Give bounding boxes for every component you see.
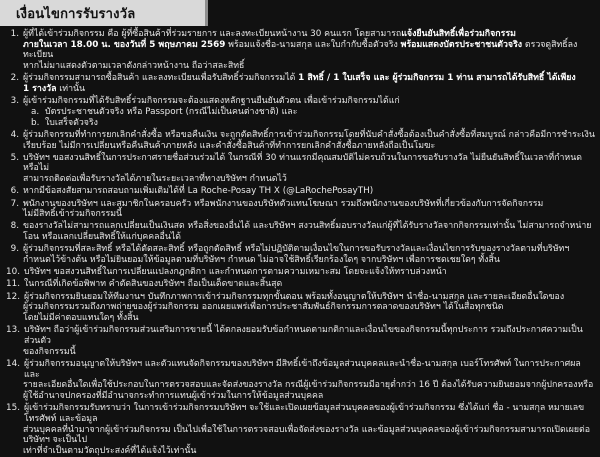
term-text [23, 61, 596, 72]
term-number [6, 84, 23, 95]
term-number: 7. [10, 198, 19, 209]
term-text [23, 425, 596, 446]
term-text-segment: กำหนดไว้ข้างต้น หรือไม่ยินยอมให้ข้อมูลตามที่บริษัทฯ กำหนด ไม่อาจใช้สิทธิ์เรียกร้องใดๆ จากบริษัทฯ เพื่อการชดเชยใดๆ ทั้งสิ้น [23, 255, 500, 266]
term-text [23, 130, 596, 141]
term-number [6, 232, 23, 243]
term-item [6, 199, 596, 210]
term-text [23, 40, 596, 61]
term-number [6, 302, 23, 313]
term-text [23, 221, 596, 232]
term-text-segment: ผู้ร่วมกิจกรรมรวมถึงภาพถ่ายของผู้ร่วมกิจกรรม ออกเผยแพร่เพื่อการประชาสัมพันธ์กิจกรรมการตลาดของบริษัทฯ ได้ในสื่อทุกชนิด [23, 302, 504, 313]
term-text-segment: ไม่มีสิทธิ์เข้าร่วมกิจกรรมนี้ [23, 209, 123, 220]
term-item-continuation [6, 391, 596, 402]
term-text-emphasis: 1 รางวัล [23, 84, 57, 95]
term-text-segment: หากไม่มาแสดงตัวตามเวลาดังกล่าวหน้างาน ถือว่าสละสิทธิ์ [23, 61, 245, 72]
term-number [6, 174, 23, 185]
term-item [6, 325, 596, 346]
term-item-continuation [6, 313, 596, 324]
term-text [24, 292, 596, 303]
term-text [23, 153, 596, 174]
term-text [23, 174, 596, 185]
term-text-segment: ผู้ร่วมกิจกรรมที่สละสิทธิ์ หรือได้ตัดสละสิทธิ์ หรือถูกตัดสิทธิ์ หรือไม่ปฏิบัติตามเงื่อนไขในการขอรับรางวัลและเงื่อนไขการรับของรางวัลตามที่บริษัทฯ [23, 244, 570, 255]
term-item [6, 267, 596, 278]
term-item [6, 279, 596, 290]
term-text-segment: บริษัทฯ ถือว่าผู้เข้าร่วมกิจกรรมส่วนเสริมการขายนี้ ได้ตกลงยอมรับข้อกำหนดตามกติกาและเงื่อนไขของกิจกรรมนี้ทุกประการ รวมถึงประกาศความเป็นส่วนตัว [24, 325, 583, 346]
term-item-continuation [6, 232, 596, 243]
term-item [6, 130, 596, 141]
term-number: 13. [6, 325, 20, 336]
subitem-letter: b. [31, 117, 40, 128]
term-text [24, 359, 596, 380]
term-number [6, 425, 23, 446]
term-text-segment: สามารถติดต่อเพื่อรับรางวัลได้ภายในระยะเวลาที่ทางบริษัทฯ กำหนดไว้ [23, 174, 287, 185]
term-item [6, 29, 596, 40]
term-text [23, 255, 596, 266]
term-number [6, 255, 23, 266]
term-text [23, 84, 596, 95]
term-number: 2. [10, 73, 19, 84]
term-item-continuation [6, 141, 596, 152]
term-subitem [6, 118, 596, 129]
subitem-text: บัตรประชาชนตัวจริง หรือ Passport (กรณีไม่เป็นคนต่างชาติ) และ [45, 106, 298, 117]
term-text [23, 199, 596, 210]
term-text [23, 380, 596, 391]
term-number [6, 313, 23, 324]
term-item [6, 244, 596, 255]
subitem-text: ใบเสร็จตัวจริง [45, 117, 98, 128]
term-item [6, 73, 596, 84]
term-text-segment: รายละเอียดอื่นใดเพื่อใช้ประกอบในการตรวจสอบและจัดส่งของรางวัล กรณีผู้เข้าร่วมกิจกรรมมีอายุต่ำกว่า 16 ปี ต้องได้รับความยินยอมจากผู้ปกครองหรือ [23, 380, 594, 391]
term-number: 14. [6, 358, 20, 369]
term-item-continuation [6, 40, 596, 61]
term-text [23, 347, 596, 358]
term-item-continuation [6, 302, 596, 313]
term-text [24, 403, 596, 424]
term-number [6, 40, 23, 61]
term-number: 6. [10, 186, 19, 197]
term-item-continuation [6, 425, 596, 446]
term-text [23, 244, 596, 255]
term-item-continuation [6, 84, 596, 95]
term-number [6, 141, 23, 152]
term-text-segment: เท่าที่จำเป็นตามวัตถุประสงค์ที่ได้แจ้งไว้เท่านั้น [23, 446, 197, 457]
term-number [6, 391, 23, 402]
term-number: 4. [10, 129, 19, 140]
term-text-segment: โดยไม่มีค่าตอบแทนใดๆ ทั้งสิ้น [23, 313, 139, 324]
term-text-segment: ผู้ร่วมกิจกรรมยินยอมให้ทีมงานฯ บันทึกภาพการเข้าร่วมกิจกรรมทุกขั้นตอน พร้อมทั้งอนุญาตให้บริษัทฯ นำชื่อ-นามสกุล และรายละเอียดอื่นใดของ [24, 291, 565, 302]
term-number: 10. [6, 267, 20, 278]
term-text [23, 302, 596, 313]
term-number: 12. [6, 291, 20, 302]
term-text-segment: ผู้ร่วมกิจกรรมที่ทำการยกเลิกคำสั่งซื้อ หรือขอคืนเงิน จะถูกตัดสิทธิ์การเข้าร่วมกิจกรรมโดยที่นับคำสั่งซื้อต้องเป็นคำสั่งซื้อที่สมบูรณ์ กล่าวคือมีการชำระเงิน [23, 129, 595, 140]
term-text-segment: ในกรณีที่เกิดข้อพิพาท คำตัดสินของบริษัทฯ ถือเป็นเด็ดขาดและสิ้นสุด [24, 279, 283, 290]
term-item-continuation [6, 446, 596, 457]
term-number: 1. [10, 29, 19, 39]
terms-list [6, 29, 596, 457]
term-text [23, 391, 596, 402]
term-number: 11. [6, 279, 20, 290]
term-text [24, 325, 596, 346]
term-item [6, 153, 596, 174]
term-item [6, 186, 596, 197]
term-item [6, 96, 596, 107]
subitem-letter: a. [31, 106, 40, 117]
term-text [23, 209, 596, 220]
term-text-emphasis: 1 สิทธิ์ / 1 ใบเสร็จ และ ผู้ร่วมกิจกรรม 1 ท่าน สามารถได้รับสิทธิ์ ได้เพียง [298, 73, 576, 84]
term-text-segment: ของกิจกรรมนี้ [23, 346, 76, 357]
term-item-continuation [6, 61, 596, 72]
term-text-segment: เท่านั้น [56, 84, 86, 95]
term-text-emphasis: ภายในเวลา 18.00 น. ของวันที่ 5 พฤษภาคม 2569 [23, 39, 226, 50]
term-number: 8. [10, 221, 19, 232]
term-item-continuation [6, 255, 596, 266]
term-text [23, 141, 596, 152]
term-text-segment: ผู้ร่วมกิจกรรมสามารถซื้อสินค้า และลงทะเบียนเพื่อรับสิทธิ์ร่วมกิจกรรมได้ [23, 73, 299, 84]
term-text [23, 73, 596, 84]
term-number [6, 209, 23, 220]
term-text [23, 446, 596, 457]
term-number: 15. [6, 403, 20, 414]
term-text-segment: หากมีข้อสงสัยสามารถสอบถามเพิ่มเติมได้ที่ La Roche-Posay TH X (@LaRochePosayTH) [23, 186, 374, 197]
term-text-segment: ตรวจดูสิทธิ์ลงทะเบียน [23, 39, 578, 61]
term-item-continuation [6, 209, 596, 220]
term-text-segment: ผู้เข้าร่วมกิจกรรมที่ได้รับสิทธิ์ร่วมกิจกรรมจะต้องแสดงหลักฐานยืนยันตัวตน เพื่อเข้าร่วมกิจกรรมได้แก่ [23, 96, 400, 107]
term-text-segment: โอน หรือแลกเปลี่ยนสิทธิ์ให้แก่บุคคลอื่นได้ [23, 232, 181, 243]
term-number [6, 380, 23, 391]
term-text [23, 186, 596, 197]
term-text-segment: พนักงานของบริษัทฯ และสมาชิกในครอบครัว หรือพนักงานของบริษัทตัวแทนโฆษณา รวมถึงพนักงานของบริษัทที่เกี่ยวข้องกับการจัดกิจกรรม [23, 198, 544, 209]
term-item-continuation [6, 174, 596, 185]
term-text-emphasis: พร้อมแสดงบัตรประชาชนตัวจริง [400, 39, 523, 50]
term-text-segment: ผู้ใช้อำนาจปกครองที่มีอำนาจกระทำการแทนผู้เข้าร่วมในการให้ข้อมูลส่วนบุคคล [23, 391, 324, 401]
term-text [24, 267, 596, 278]
term-item [6, 292, 596, 303]
page-title: เงื่อนไขการรับรางวัล [16, 6, 136, 22]
term-text-segment: พร้อมแจ้งชื่อ-นามสกุล และใบกำกับซื้อตัวจริง [225, 39, 401, 50]
term-number: 3. [10, 96, 19, 107]
term-text [23, 232, 596, 243]
term-text-emphasis: แจ้งยืนยันสิทธิ์เพื่อร่วมกิจกรรม [401, 29, 516, 39]
term-text-segment: บริษัทฯ ขอสงวนสิทธิ์ในการเปลี่ยนแปลงกฎกติกา และกำหนดการตามความเหมาะสม โดยจะแจ้งให้ทราบล่วงหน้า [24, 267, 447, 278]
term-text [24, 279, 596, 290]
term-number [6, 347, 23, 358]
term-text [23, 29, 596, 40]
term-number [6, 61, 23, 72]
term-item [6, 359, 596, 380]
term-text-segment: เรียบร้อย ไม่มีการเปลี่ยนหรือคืนสินค้าภายหลัง และคำสั่งซื้อสินค้าที่ทำการยกเลิกคำสั่งซื้อภายหลังถือเป็นโมฆะ [23, 140, 436, 151]
term-item [6, 221, 596, 232]
term-text-segment: ผู้เข้าร่วมกิจกรรมรับทราบว่า ในการเข้าร่วมกิจกรรมบริษัทฯ จะใช้และเปิดเผยข้อมูลส่วนบุคคลของผู้เข้าร่วมกิจกรรม ซึ่งได้แก่ ชื่อ - นามสกุล หมายเลขโทรศัพท์ และข้อมูล [24, 403, 585, 424]
term-text-segment: ผู้ที่ได้เข้าร่วมกิจกรรม คือ ผู้ที่ซื้อสินค้าที่ร่วมรายการ และลงทะเบียนหน้างาน 30 คนแรก โดยสามารถ [23, 29, 402, 39]
term-number [6, 446, 23, 457]
term-text-segment: บริษัทฯ ขอสงวนสิทธิ์ในการประกาศรายชื่อส่วนร่วมได้ ในกรณีที่ 30 ท่านแรกมีคุณสมบัติไม่ครบถ้วนในการขอรับรางวัล ไม่ยืนยันสิทธิ์ในเวลาที่กำหนด หรือไม่ [23, 152, 582, 174]
term-item-continuation [6, 380, 596, 391]
term-text-segment: ส่วนบุคคลที่นำมาจากผู้เข้าร่วมกิจกรรม เป็นไปเพื่อใช้ในการตรวจสอบเพื่อจัดส่งของรางวัล และข้อมูลส่วนบุคคลของผู้เข้าร่วมกิจกรรมสามารถเปิดเผยต่อบริษัทฯ จะเป็นไป [23, 424, 591, 446]
term-item [6, 403, 596, 424]
term-text [23, 313, 596, 324]
term-text [23, 96, 596, 107]
term-item-continuation [6, 347, 596, 358]
title-banner [0, 0, 208, 26]
term-text-segment: ของรางวัลไม่สามารถแลกเปลี่ยนเป็นเงินสด หรือสิ่งของอื่นได้ และบริษัทฯ สงวนสิทธิ์มอบรางวัลแก่ผู้ที่ได้รับรางวัลจากกิจกรรมเท่านั้น ไม่สามารถจำหน่าย [23, 221, 592, 232]
term-number: 9. [10, 244, 19, 255]
term-number: 5. [10, 152, 19, 163]
term-subitem [6, 107, 596, 118]
term-text-segment: ผู้ร่วมกิจกรรมอนุญาตให้บริษัทฯ และตัวแทนจัดกิจกรรมของบริษัทฯ มีสิทธิ์เข้าถึงข้อมูลส่วนบุคคลและนำชื่อ-นามสกุล เบอร์โทรศัพท์ ในการประกาศผล และ [24, 358, 581, 380]
